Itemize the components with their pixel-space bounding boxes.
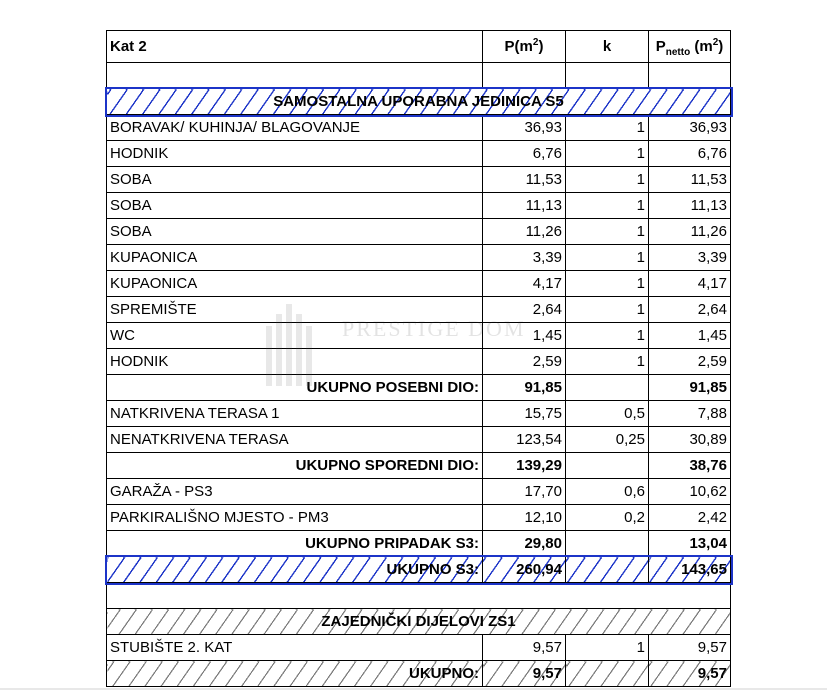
parking-list <box>107 479 731 531</box>
subtotal-side-k <box>566 453 649 479</box>
subtotal-main-net: 91,85 <box>649 375 731 401</box>
room-row-net-area: 11,26 <box>649 219 731 245</box>
common-row-net-area: 9,57 <box>649 635 731 661</box>
parking-row-name: PARKIRALIŠNO MJESTO - PM3 <box>107 505 483 531</box>
room-row-area: 1,45 <box>483 323 566 349</box>
total-common-k <box>566 661 649 687</box>
terrace-row <box>107 427 731 453</box>
room-row <box>107 115 731 141</box>
col-coefficient-header: k <box>566 31 649 63</box>
room-row-net-area: 6,76 <box>649 141 731 167</box>
room-row-coefficient: 1 <box>566 193 649 219</box>
room-row-name: HODNIK <box>107 349 483 375</box>
parking-row-net-area: 10,62 <box>649 479 731 505</box>
terrace-row-name: NENATKRIVENA TERASA <box>107 427 483 453</box>
common-row-area: 9,57 <box>483 635 566 661</box>
subtotal-main-label: UKUPNO POSEBNI DIO: <box>107 375 483 401</box>
room-row-net-area: 3,39 <box>649 245 731 271</box>
room-row-area: 2,64 <box>483 297 566 323</box>
common-row <box>107 635 731 661</box>
room-row-area: 6,76 <box>483 141 566 167</box>
common-section-row <box>107 609 731 635</box>
terrace-row <box>107 401 731 427</box>
room-row <box>107 349 731 375</box>
room-row-name: SOBA <box>107 167 483 193</box>
header-row <box>107 31 731 63</box>
room-row-coefficient: 1 <box>566 141 649 167</box>
room-row-coefficient: 1 <box>566 167 649 193</box>
room-row-name: KUPAONICA <box>107 271 483 297</box>
room-row <box>107 271 731 297</box>
subtotal-belong-k <box>566 531 649 557</box>
room-row-area: 11,26 <box>483 219 566 245</box>
parking-row-coefficient: 0,6 <box>566 479 649 505</box>
room-row-net-area: 11,13 <box>649 193 731 219</box>
subtotal-side-row <box>107 453 731 479</box>
room-row-area: 3,39 <box>483 245 566 271</box>
room-row-name: SOBA <box>107 193 483 219</box>
common-row-coefficient: 1 <box>566 635 649 661</box>
terrace-row-net-area: 7,88 <box>649 401 731 427</box>
room-row-area: 11,13 <box>483 193 566 219</box>
room-row-coefficient: 1 <box>566 115 649 141</box>
unit-section-title: SAMOSTALNA UPORABNA JEDINICA S5 <box>107 89 731 115</box>
room-row-net-area: 2,59 <box>649 349 731 375</box>
subtotal-side-label: UKUPNO SPOREDNI DIO: <box>107 453 483 479</box>
room-row-name: SPREMIŠTE <box>107 297 483 323</box>
room-row-coefficient: 1 <box>566 271 649 297</box>
col-net-area-header: $P_{netto}$ $(m^2)$ <box>649 31 731 63</box>
parking-row-net-area: 2,42 <box>649 505 731 531</box>
room-row <box>107 323 731 349</box>
room-row <box>107 245 731 271</box>
parking-row-area: 12,10 <box>483 505 566 531</box>
parking-row-coefficient: 0,2 <box>566 505 649 531</box>
room-row-area: 2,59 <box>483 349 566 375</box>
total-unit-row <box>107 557 731 583</box>
room-row-coefficient: 1 <box>566 245 649 271</box>
area-table <box>106 30 731 687</box>
total-common-net: 9,57 <box>649 661 731 687</box>
common-row-name: STUBIŠTE 2. KAT <box>107 635 483 661</box>
common-list <box>107 635 731 661</box>
common-section-title: ZAJEDNIČKI DIJELOVI ZS1 <box>107 609 731 635</box>
col-area-header: $P(m^2)$ <box>483 31 566 63</box>
subtotal-main-row <box>107 375 731 401</box>
terraces-list <box>107 401 731 453</box>
subtotal-belong-area: 29,80 <box>483 531 566 557</box>
total-unit-area: 260,94 <box>483 557 566 583</box>
watermark-text: PRESTIGE DOM <box>342 316 526 341</box>
parking-row-area: 17,70 <box>483 479 566 505</box>
room-row-name: HODNIK <box>107 141 483 167</box>
parking-row-name: GARAŽA - PS3 <box>107 479 483 505</box>
subtotal-main-area: 91,85 <box>483 375 566 401</box>
room-row-net-area: 4,17 <box>649 271 731 297</box>
room-row-area: 36,93 <box>483 115 566 141</box>
room-row-coefficient: 1 <box>566 219 649 245</box>
unit-section-row <box>107 89 731 115</box>
floor-title: Kat 2 <box>107 31 483 63</box>
total-unit-k <box>566 557 649 583</box>
total-common-row <box>107 661 731 687</box>
room-row-coefficient: 1 <box>566 349 649 375</box>
room-row-net-area: 36,93 <box>649 115 731 141</box>
room-row-name: WC <box>107 323 483 349</box>
room-row-name: SOBA <box>107 219 483 245</box>
room-row-net-area: 2,64 <box>649 297 731 323</box>
room-row-net-area: 11,53 <box>649 167 731 193</box>
room-row <box>107 141 731 167</box>
room-row-coefficient: 1 <box>566 297 649 323</box>
total-unit-net: 143,65 <box>649 557 731 583</box>
total-common-label: UKUPNO: <box>107 661 483 687</box>
terrace-row-area: 123,54 <box>483 427 566 453</box>
subtotal-side-area: 139,29 <box>483 453 566 479</box>
room-row <box>107 167 731 193</box>
terrace-row-net-area: 30,89 <box>649 427 731 453</box>
rooms-list <box>107 115 731 375</box>
subtotal-belong-row <box>107 531 731 557</box>
room-row-name: KUPAONICA <box>107 245 483 271</box>
room-row <box>107 193 731 219</box>
room-row-coefficient: 1 <box>566 323 649 349</box>
room-row <box>107 297 731 323</box>
subtotal-belong-label: UKUPNO PRIPADAK S3: <box>107 531 483 557</box>
room-row-name: BORAVAK/ KUHINJA/ BLAGOVANJE <box>107 115 483 141</box>
room-row <box>107 219 731 245</box>
parking-row <box>107 479 731 505</box>
subtotal-belong-net: 13,04 <box>649 531 731 557</box>
subtotal-side-net: 38,76 <box>649 453 731 479</box>
terrace-row-coefficient: 0,25 <box>566 427 649 453</box>
total-common-area: 9,57 <box>483 661 566 687</box>
parking-row <box>107 505 731 531</box>
room-row-area: 11,53 <box>483 167 566 193</box>
room-row-area: 4,17 <box>483 271 566 297</box>
terrace-row-coefficient: 0,5 <box>566 401 649 427</box>
terrace-row-name: NATKRIVENA TERASA 1 <box>107 401 483 427</box>
total-unit-label: UKUPNO S3: <box>107 557 483 583</box>
room-row-net-area: 1,45 <box>649 323 731 349</box>
terrace-row-area: 15,75 <box>483 401 566 427</box>
spacer-row-2 <box>107 583 731 609</box>
subtotal-main-k <box>566 375 649 401</box>
spacer-row <box>107 63 731 89</box>
